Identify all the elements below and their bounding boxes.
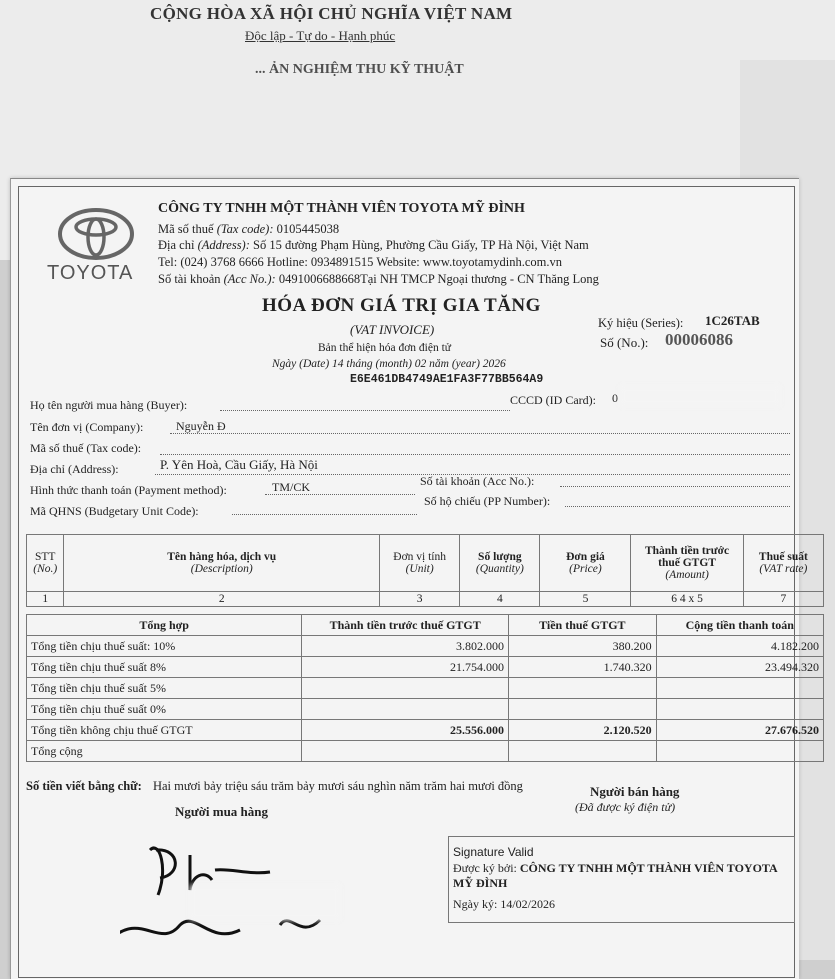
seller-signature-note: (Đã được ký điện tử) [575, 800, 676, 814]
invoice-code: E6E461DB4749AE1FA3F77BB564A9 [350, 373, 544, 386]
summary-total [656, 699, 823, 720]
qhns-line [232, 514, 417, 515]
payment-label: Hình thức thanh toán (Payment method): [30, 483, 227, 497]
goods-table [26, 534, 824, 607]
company-address-line: Địa chỉ (Address): Số 15 đường Phạm Hùng, Phường Cầu Giấy, TP Hà Nội, Việt Nam [158, 238, 589, 252]
goods-index-row [27, 592, 824, 607]
summary-row [27, 636, 824, 657]
col-unit: Đơn vị tính (Unit) [380, 535, 460, 592]
company-tax-code: 0105445038 [276, 222, 340, 236]
passport-line [565, 506, 790, 507]
logo-text: TOYOTA [47, 262, 134, 284]
col-no: STT (No.) [27, 535, 64, 592]
summary-row [27, 657, 824, 678]
serial-label: Ký hiệu (Series): [598, 316, 684, 330]
summary-vat: 2.120.520 [509, 720, 657, 741]
summary-amount: 25.556.000 [302, 720, 509, 741]
company-account-line: Số tài khoản (Acc No.): 0491006688668Tại NH TMCP Ngoại thương - CN Thăng Long [158, 272, 599, 286]
summary-total: 23.494.320 [656, 657, 823, 678]
summary-header: Tổng hợp [27, 615, 302, 636]
col-description: Tên hàng hóa, dịch vụ (Description) [64, 535, 380, 592]
summary-table [26, 614, 824, 762]
summary-label: Tổng tiền chịu thuế suất 5% [27, 678, 302, 699]
summary-label: Tổng tiền chịu thuế suất 8% [27, 657, 302, 678]
summary-label: Tổng tiền không chịu thuế GTGT [27, 720, 302, 741]
buyer-account-line [560, 486, 790, 487]
number-label: Số (No.): [600, 335, 649, 350]
summary-header: Cộng tiền thanh toán [656, 615, 823, 636]
invoice-date: Ngày (Date) 14 tháng (month) 02 năm (year) 2026 [272, 358, 506, 370]
summary-row [27, 678, 824, 699]
seller-signature-label: Người bán hàng [590, 784, 680, 799]
summary-label: Tổng tiền chịu thuế suất 0% [27, 699, 302, 720]
signed-by-line: Được ký bởi: CÔNG TY TNHH MỘT THÀNH VIÊN TOYOTA MỸ ĐÌNH [453, 861, 778, 890]
summary-amount [302, 678, 509, 699]
invoice-title: HÓA ĐƠN GIÁ TRỊ GIA TĂNG [262, 295, 541, 316]
summary-header: Tiền thuế GTGT [509, 615, 657, 636]
buyer-name-label: Họ tên người mua hàng (Buyer): [30, 398, 188, 412]
buyer-address: P. Yên Hoà, Cầu Giấy, Hà Nội [160, 457, 318, 472]
company-phone-line: Tel: (024) 3768 6666 Hotline: 0934891515 Website: www.toyotamydinh.com.vn [158, 255, 562, 269]
summary-row [27, 699, 824, 720]
amount-in-words [26, 779, 523, 794]
idx-cell: 2 [64, 592, 380, 607]
signature-valid: Signature Valid [453, 845, 534, 859]
payment-method: TM/CK [272, 480, 311, 494]
country-header: CỘNG HÒA XÃ HỘI CHỦ NGHĨA VIỆT NAM [150, 4, 513, 23]
summary-total: 4.182.200 [656, 636, 823, 657]
buyer-tax-line [160, 454, 790, 455]
summary-row [27, 741, 824, 762]
id-card-value: 0 [612, 391, 618, 405]
goods-header-row [27, 535, 824, 592]
col-amount: Thành tiền trước thuế GTGT (Amount) [631, 535, 743, 592]
buyer-signature-label: Người mua hàng [175, 804, 269, 819]
summary-vat [509, 678, 657, 699]
col-quantity: Số lượng (Quantity) [460, 535, 540, 592]
summary-vat [509, 699, 657, 720]
idx-cell: 4 [460, 592, 540, 607]
motto: Độc lập - Tự do - Hạnh phúc [245, 28, 396, 43]
summary-amount [302, 699, 509, 720]
idx-cell: 6 4 x 5 [631, 592, 743, 607]
summary-total [656, 741, 823, 762]
company-name: CÔNG TY TNHH MỘT THÀNH VIÊN TOYOTA MỸ ĐÌNH [158, 201, 525, 216]
invoice-number: 00006086 [665, 330, 733, 349]
background-doc-title: ... ẢN NGHIỆM THU KỸ THUẬT [255, 62, 464, 77]
summary-amount: 3.802.000 [302, 636, 509, 657]
summary-total: 27.676.520 [656, 720, 823, 741]
words-value: Hai mươi bảy triệu sáu trăm bảy mươi sáu nghìn năm trăm hai mươi đồng [152, 779, 523, 793]
summary-label: Tổng cộng [27, 741, 302, 762]
idx-cell: 7 [743, 592, 823, 607]
summary-label: Tổng tiền chịu thuế suất: 10% [27, 636, 302, 657]
serial-value: 1C26TAB [705, 313, 760, 328]
company-tax-line: Mã số thuế (Tax code): 0105445038 [158, 222, 340, 236]
col-price: Đơn giá (Price) [540, 535, 631, 592]
redaction [620, 386, 780, 406]
col-vat-rate: Thuế suất (VAT rate) [743, 535, 823, 592]
qhns-label: Mã QHNS (Budgetary Unit Code): [30, 504, 199, 518]
summary-vat: 380.200 [509, 636, 657, 657]
redaction [190, 885, 340, 920]
id-card-label: CCCD (ID Card): [510, 393, 596, 407]
summary-vat: 1.740.320 [509, 657, 657, 678]
buyer-company: Nguyễn Đ [176, 419, 226, 433]
summary-total [656, 678, 823, 699]
passport-label: Số hộ chiếu (PP Number): [424, 494, 551, 508]
toyota-logo-icon [58, 208, 134, 260]
summary-header-row [27, 615, 824, 636]
summary-row [27, 720, 824, 741]
idx-cell: 3 [380, 592, 460, 607]
summary-vat [509, 741, 657, 762]
idx-cell: 5 [540, 592, 631, 607]
idx-cell: 1 [27, 592, 64, 607]
company-line [170, 433, 790, 434]
invoice-subtitle: (VAT INVOICE) [350, 322, 435, 337]
digital-signature-box [448, 836, 795, 923]
invoice-note: Bản thể hiện hóa đơn điện tử [318, 342, 452, 354]
summary-amount: 21.754.000 [302, 657, 509, 678]
buyer-address-label: Địa chỉ (Address): [30, 462, 119, 476]
company-label: Tên đơn vị (Company): [30, 420, 144, 434]
buyer-account-label: Số tài khoản (Acc No.): [420, 474, 535, 488]
summary-amount [302, 741, 509, 762]
buyer-tax-label: Mã số thuế (Tax code): [30, 441, 142, 455]
payment-line [265, 494, 415, 495]
buyer-name-line [220, 410, 510, 411]
words-label: Số tiền viết bằng chữ: [26, 779, 142, 793]
sign-date: Ngày ký: 14/02/2026 [453, 897, 555, 911]
summary-header: Thành tiền trước thuế GTGT [302, 615, 509, 636]
